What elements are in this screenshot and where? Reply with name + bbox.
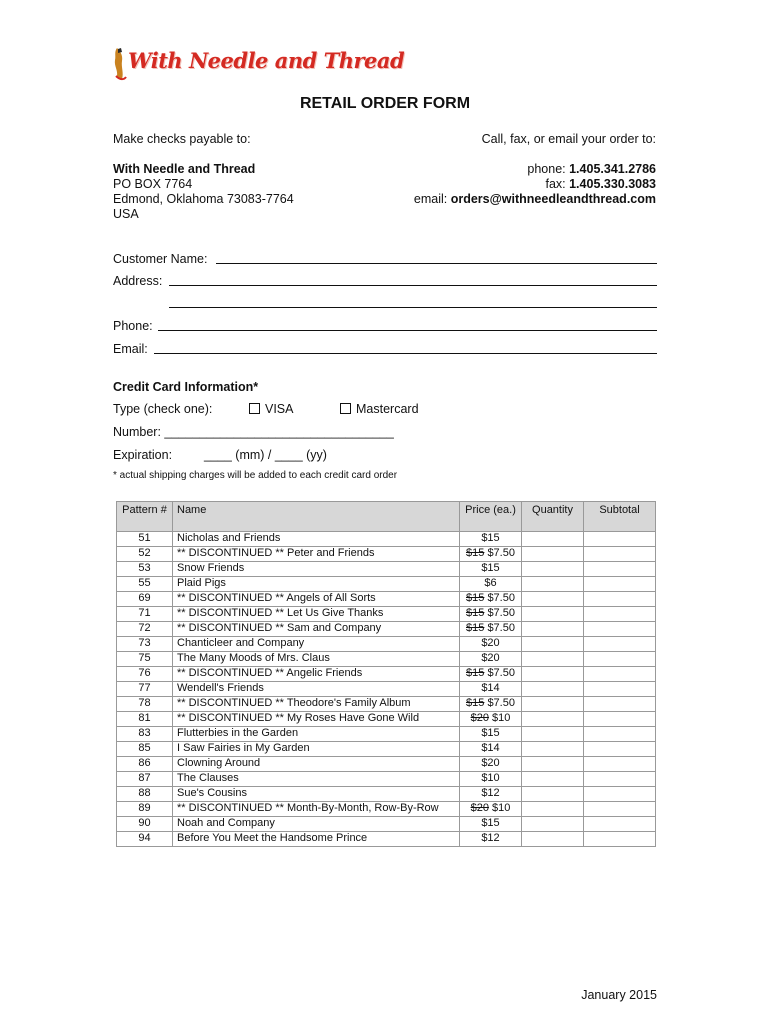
current-price: $7.50	[487, 607, 515, 619]
visa-option[interactable]	[249, 402, 294, 416]
quantity-cell[interactable]	[522, 607, 584, 622]
subtotal-cell[interactable]	[584, 742, 656, 757]
table-row	[117, 637, 656, 652]
logo-text: With Needle and Thread	[128, 48, 405, 73]
current-price: $10	[492, 802, 511, 814]
pattern-name: ** DISCONTINUED ** Theodore's Family Album	[173, 697, 460, 712]
pattern-number: 75	[117, 652, 173, 667]
visa-checkbox[interactable]	[249, 403, 260, 414]
pattern-name: ** DISCONTINUED ** Sam and Company	[173, 622, 460, 637]
pattern-number: 83	[117, 727, 173, 742]
card-type-label: Type (check one):	[113, 402, 213, 416]
pattern-name: Before You Meet the Handsome Prince	[173, 832, 460, 847]
payable-label: Make checks payable to:	[113, 132, 251, 146]
pattern-number: 55	[117, 577, 173, 592]
pattern-number: 88	[117, 787, 173, 802]
pattern-price	[460, 757, 522, 772]
pattern-number: 52	[117, 547, 173, 562]
pattern-name: Chanticleer and Company	[173, 637, 460, 652]
pattern-price	[460, 577, 522, 592]
subtotal-cell[interactable]	[584, 577, 656, 592]
quantity-cell[interactable]	[522, 682, 584, 697]
pattern-name: ** DISCONTINUED ** My Roses Have Gone Wild	[173, 712, 460, 727]
pattern-name: Plaid Pigs	[173, 577, 460, 592]
current-price: $15	[481, 562, 500, 574]
quantity-cell[interactable]	[522, 637, 584, 652]
pattern-number: 90	[117, 817, 173, 832]
current-price: $7.50	[487, 547, 515, 559]
quantity-cell[interactable]	[522, 742, 584, 757]
table-row	[117, 547, 656, 562]
pattern-name: ** DISCONTINUED ** Angelic Friends	[173, 667, 460, 682]
phone-field-label: Phone:	[113, 319, 153, 333]
quantity-cell[interactable]	[522, 547, 584, 562]
card-number-field[interactable]: Number: _________________________________	[113, 425, 394, 439]
pattern-price	[460, 772, 522, 787]
quantity-cell[interactable]	[522, 832, 584, 847]
current-price: $20	[481, 652, 500, 664]
table-row	[117, 697, 656, 712]
quantity-cell[interactable]	[522, 577, 584, 592]
pattern-price	[460, 667, 522, 682]
subtotal-cell[interactable]	[584, 682, 656, 697]
table-row	[117, 712, 656, 727]
pattern-number: 89	[117, 802, 173, 817]
old-price: $15	[466, 622, 485, 634]
pattern-name: Noah and Company	[173, 817, 460, 832]
pattern-number: 86	[117, 757, 173, 772]
pattern-number: 71	[117, 607, 173, 622]
email-label: email:	[413, 192, 448, 206]
pattern-price	[460, 787, 522, 802]
name-header: Name	[173, 502, 460, 532]
quantity-cell[interactable]	[522, 667, 584, 682]
pattern-price	[460, 637, 522, 652]
quantity-cell[interactable]	[522, 772, 584, 787]
pattern-number: 73	[117, 637, 173, 652]
pattern-number: 51	[117, 532, 173, 547]
pattern-name: ** DISCONTINUED ** Month-By-Month, Row-By-Row	[173, 802, 460, 817]
quantity-header: Quantity	[522, 502, 584, 532]
pattern-number: 76	[117, 667, 173, 682]
pattern-price	[460, 742, 522, 757]
pattern-number: 78	[117, 697, 173, 712]
pattern-name: Clowning Around	[173, 757, 460, 772]
email-field[interactable]	[154, 353, 657, 354]
subtotal-cell[interactable]	[584, 787, 656, 802]
table-row	[117, 817, 656, 832]
subtotal-header: Subtotal	[584, 502, 656, 532]
table-row	[117, 727, 656, 742]
order-table	[116, 501, 656, 847]
table-row	[117, 652, 656, 667]
current-price: $14	[481, 742, 500, 754]
current-price: $12	[481, 832, 500, 844]
current-price: $7.50	[487, 592, 515, 604]
price-header: Price (ea.)	[460, 502, 522, 532]
phone-label: phone:	[527, 162, 566, 176]
table-row	[117, 532, 656, 547]
subtotal-cell[interactable]	[584, 622, 656, 637]
pattern-header: Pattern #	[117, 502, 173, 532]
pattern-name: The Many Moods of Mrs. Claus	[173, 652, 460, 667]
quantity-cell[interactable]	[522, 532, 584, 547]
table-row	[117, 607, 656, 622]
table-row	[117, 757, 656, 772]
quantity-cell[interactable]	[522, 562, 584, 577]
mastercard-checkbox[interactable]	[340, 403, 351, 414]
current-price: $7.50	[487, 622, 515, 634]
table-row	[117, 802, 656, 817]
order-rows	[117, 532, 656, 847]
pattern-name: Nicholas and Friends	[173, 532, 460, 547]
pattern-price	[460, 607, 522, 622]
quantity-cell[interactable]	[522, 592, 584, 607]
quantity-cell[interactable]	[522, 817, 584, 832]
subtotal-cell[interactable]	[584, 652, 656, 667]
quantity-cell[interactable]	[522, 652, 584, 667]
pattern-name: Sue's Cousins	[173, 787, 460, 802]
pattern-price	[460, 622, 522, 637]
contact-email	[414, 192, 656, 206]
subtotal-cell[interactable]	[584, 562, 656, 577]
table-row	[117, 577, 656, 592]
table-row	[117, 787, 656, 802]
pattern-number: 72	[117, 622, 173, 637]
table-row	[117, 832, 656, 847]
subtotal-cell[interactable]	[584, 772, 656, 787]
subtotal-cell[interactable]	[584, 802, 656, 817]
address-field[interactable]	[169, 285, 657, 286]
pattern-number: 87	[117, 772, 173, 787]
footer-date: January 2015	[581, 988, 657, 1002]
pattern-name: ** DISCONTINUED ** Let Us Give Thanks	[173, 607, 460, 622]
pattern-name: ** DISCONTINUED ** Angels of All Sorts	[173, 592, 460, 607]
table-row	[117, 682, 656, 697]
pattern-price	[460, 532, 522, 547]
visa-label: VISA	[265, 402, 294, 416]
subtotal-cell[interactable]	[584, 727, 656, 742]
table-header-row	[117, 502, 656, 532]
subtotal-cell[interactable]	[584, 757, 656, 772]
quantity-cell[interactable]	[522, 787, 584, 802]
pattern-number: 94	[117, 832, 173, 847]
subtotal-cell[interactable]	[584, 547, 656, 562]
page-title: RETAIL ORDER FORM	[299, 95, 471, 112]
payable-line1: PO BOX 7764	[113, 177, 193, 191]
payable-line2: Edmond, Oklahoma 73083-7764	[113, 192, 294, 206]
table-row	[117, 592, 656, 607]
subtotal-cell[interactable]	[584, 667, 656, 682]
old-price: $15	[466, 667, 485, 679]
table-row	[117, 742, 656, 757]
current-price: $20	[481, 637, 500, 649]
email-value: orders@withneedleandthread.com	[450, 192, 656, 206]
pattern-price	[460, 562, 522, 577]
pattern-number: 69	[117, 592, 173, 607]
pattern-name: Wendell's Friends	[173, 682, 460, 697]
mastercard-label: Mastercard	[356, 402, 419, 416]
pattern-name: Snow Friends	[173, 562, 460, 577]
table-row	[117, 562, 656, 577]
subtotal-cell[interactable]	[584, 532, 656, 547]
fax-value: 1.405.330.3083	[569, 177, 656, 191]
current-price: $7.50	[487, 697, 515, 709]
subtotal-cell[interactable]	[584, 607, 656, 622]
pattern-price	[460, 712, 522, 727]
quantity-cell[interactable]	[522, 622, 584, 637]
pattern-number: 77	[117, 682, 173, 697]
mastercard-option[interactable]	[340, 402, 419, 416]
current-price: $10	[492, 712, 511, 724]
pattern-name: The Clauses	[173, 772, 460, 787]
pattern-price	[460, 592, 522, 607]
table-row	[117, 622, 656, 637]
subtotal-cell[interactable]	[584, 817, 656, 832]
quantity-cell[interactable]	[522, 802, 584, 817]
old-price: $20	[470, 712, 489, 724]
pattern-price	[460, 697, 522, 712]
current-price: $7.50	[487, 667, 515, 679]
phone-field[interactable]	[158, 330, 657, 331]
subtotal-cell[interactable]	[584, 592, 656, 607]
current-price: $14	[481, 682, 500, 694]
subtotal-cell[interactable]	[584, 712, 656, 727]
current-price: $20	[481, 757, 500, 769]
subtotal-cell[interactable]	[584, 637, 656, 652]
pattern-price	[460, 727, 522, 742]
quantity-cell[interactable]	[522, 757, 584, 772]
pattern-price	[460, 682, 522, 697]
contact-phone	[527, 162, 656, 176]
fax-label: fax:	[545, 177, 566, 191]
pattern-name: I Saw Fairies in My Garden	[173, 742, 460, 757]
contact-fax	[545, 177, 656, 191]
credit-heading: Credit Card Information*	[113, 380, 259, 394]
quantity-cell[interactable]	[522, 697, 584, 712]
expiration-field[interactable]: ____ (mm) / ____ (yy)	[204, 448, 327, 462]
pattern-price	[460, 817, 522, 832]
subtotal-cell[interactable]	[584, 697, 656, 712]
current-price: $15	[481, 532, 500, 544]
old-price: $15	[466, 592, 485, 604]
quantity-cell[interactable]	[522, 712, 584, 727]
old-price: $15	[466, 697, 485, 709]
current-price: $15	[481, 727, 500, 739]
payable-name: With Needle and Thread	[113, 162, 256, 176]
pattern-number: 53	[117, 562, 173, 577]
old-price: $15	[466, 547, 485, 559]
pattern-price	[460, 832, 522, 847]
pattern-number: 85	[117, 742, 173, 757]
current-price: $15	[481, 817, 500, 829]
pattern-number: 81	[117, 712, 173, 727]
current-price: $6	[484, 577, 497, 589]
pattern-price	[460, 802, 522, 817]
shipping-note: * actual shipping charges will be added to each credit card order	[113, 470, 398, 481]
subtotal-cell[interactable]	[584, 832, 656, 847]
address-field-line2[interactable]	[169, 307, 657, 308]
current-price: $12	[481, 787, 500, 799]
pattern-price	[460, 652, 522, 667]
pattern-price	[460, 547, 522, 562]
customer-name-field[interactable]	[216, 263, 657, 264]
quantity-cell[interactable]	[522, 727, 584, 742]
address-label: Address:	[113, 274, 163, 288]
contact-label: Call, fax, or email your order to:	[481, 132, 656, 146]
phone-value: 1.405.341.2786	[569, 162, 656, 176]
current-price: $10	[481, 772, 500, 784]
expiration-label: Expiration:	[113, 448, 173, 462]
table-row	[117, 667, 656, 682]
pattern-name: Flutterbies in the Garden	[173, 727, 460, 742]
customer-name-label: Customer Name:	[113, 252, 208, 266]
email-field-label: Email:	[113, 342, 148, 356]
old-price: $20	[470, 802, 489, 814]
table-row	[117, 772, 656, 787]
pattern-name: ** DISCONTINUED ** Peter and Friends	[173, 547, 460, 562]
old-price: $15	[466, 607, 485, 619]
payable-line3: USA	[113, 207, 139, 221]
